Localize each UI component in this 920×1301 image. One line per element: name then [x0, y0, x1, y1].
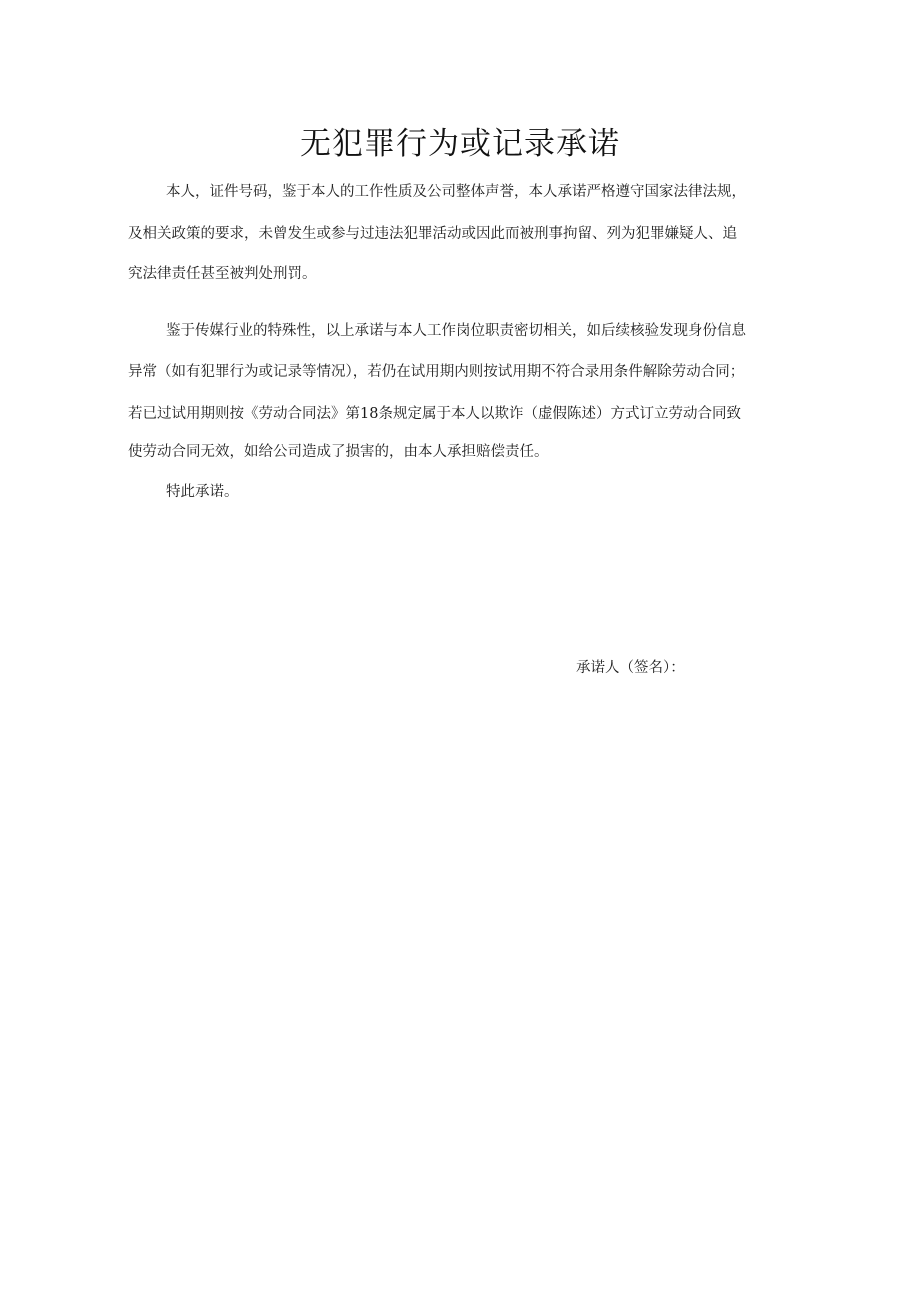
- paragraph1-line1: 本人，证件号码，鉴于本人的工作性质及公司整体声誉，本人承诺严格遵守国家法律法规，: [166, 184, 746, 200]
- document-title: 无犯罪行为或记录承诺: [300, 126, 620, 162]
- closing-statement: 特此承诺。: [166, 484, 239, 500]
- paragraph2-line1: 鉴于传媒行业的特殊性，以上承诺与本人工作岗位职责密切相关，如后续核验发现身份信息: [166, 323, 746, 339]
- paragraph2-line2: 异常（如有犯罪行为或记录等情况），若仍在试用期内则按试用期不符合录用条件解除劳动合同；: [128, 364, 745, 380]
- paragraph1-line3: 究法律责任甚至被判处刑罚。: [128, 266, 317, 282]
- signature-label: 承诺人（签名）：: [576, 660, 685, 676]
- paragraph1-line2: 及相关政策的要求，未曾发生或参与过违法犯罪活动或因此而被刑事拘留、列为犯罪嫌疑人、追: [128, 226, 737, 242]
- paragraph2-line4: 使劳动合同无效，如给公司造成了损害的，由本人承担赔偿责任。: [128, 444, 549, 460]
- paragraph2-line3: 若已过试用期则按《劳动合同法》第18条规定属于本人以欺诈（虚假陈述）方式订立劳动合同致: [128, 406, 741, 422]
